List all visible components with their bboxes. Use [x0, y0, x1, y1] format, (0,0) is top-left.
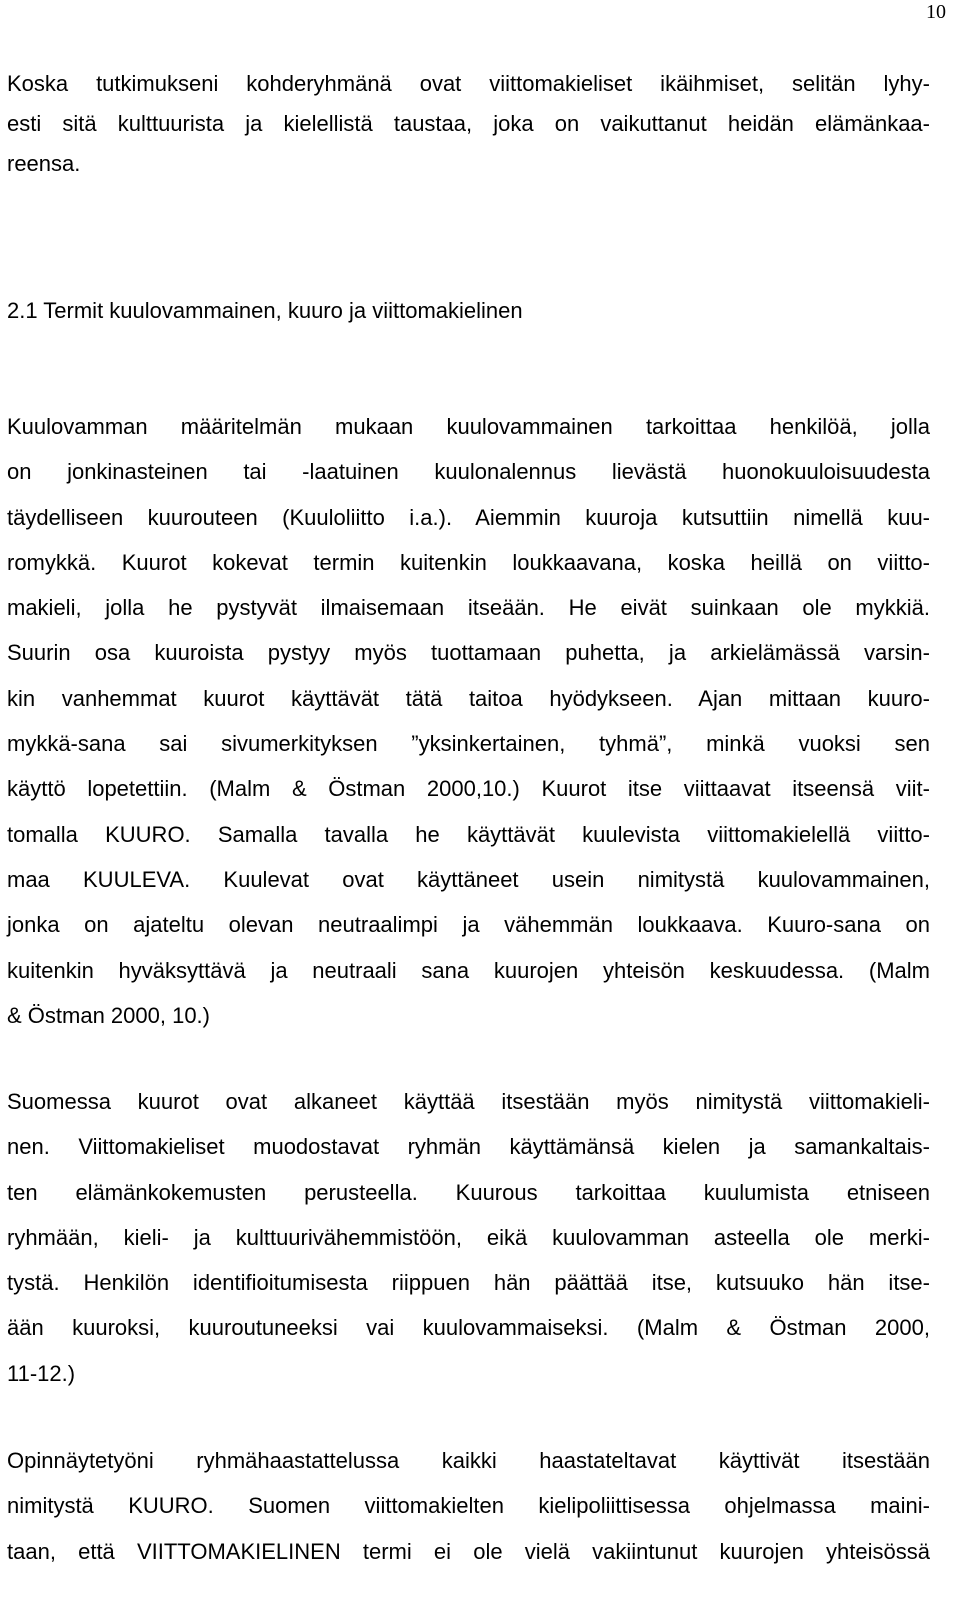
text-line: Koska tutkimukseni kohderyhmänä ovat viittomakieliset ikäihmiset, selitän lyhy-	[7, 71, 930, 96]
paragraph-opinnaytetyo	[7, 1438, 930, 1574]
section-heading: 2.1 Termit kuulovammainen, kuuro ja viittomakielinen	[7, 298, 523, 323]
text-line: ten elämänkokemusten perusteella. Kuurous tarkoittaa kuulumista etniseen	[7, 1179, 930, 1205]
text-line: taan, että VIITTOMAKIELINEN termi ei ole vielä vakiintunut kuurojen yhteisössä	[7, 1538, 930, 1564]
text-line: makieli, jolla he pystyvät ilmaisemaan itseään. He eivät suinkaan ole mykkiä.	[7, 595, 930, 621]
text-line: & Östman 2000, 10.)	[7, 1002, 210, 1028]
text-line: Suurin osa kuuroista pystyy myös tuottamaan puhetta, ja arkielämässä varsin-	[7, 640, 930, 666]
text-line: Opinnäytetyöni ryhmähaastattelussa kaikki haastateltavat käyttivät itsestään	[7, 1448, 930, 1473]
text-line: romykkä. Kuurot kokevat termin kuitenkin loukkaavana, koska heillä on viitto-	[7, 549, 930, 575]
text-line: on jonkinasteinen tai -laatuinen kuulonalennus lievästä huonokuuloisuudesta	[7, 459, 930, 485]
paragraph-terms	[7, 404, 930, 1038]
text-line: esti sitä kulttuurista ja kielellistä taustaa, joka on vaikuttanut heidän elämänkaa-	[7, 111, 930, 136]
text-line: Kuulovamman määritelmän mukaan kuulovammainen tarkoittaa henkilöä, jolla	[7, 414, 930, 439]
text-line: täydelliseen kuurouteen (Kuuloliitto i.a.). Aiemmin kuuroja kutsuttiin nimellä kuu-	[7, 504, 930, 530]
text-line: Suomessa kuurot ovat alkaneet käyttää itsestään myös nimitystä viittomakieli-	[7, 1089, 930, 1114]
text-line: nen. Viittomakieliset muodostavat ryhmän käyttämänsä kielen ja samankaltais-	[7, 1134, 930, 1160]
text-line: kuitenkin hyväksyttävä ja neutraali sana kuurojen yhteisön keskuudessa. (Malm	[7, 957, 930, 983]
page-number: 10	[926, 1, 946, 23]
paragraph-viittomakielinen	[7, 1079, 930, 1396]
text-line: mykkä-sana sai sivumerkityksen ”yksinkertainen, tyhmä”, minkä vuoksi sen	[7, 731, 930, 757]
text-line: ryhmään, kieli- ja kulttuurivähemmistöön, eikä kuulovamman asteella ole merki-	[7, 1224, 930, 1250]
text-line: tystä. Henkilön identifioitumisesta riippuen hän päättää itse, kutsuuko hän itse-	[7, 1270, 930, 1296]
text-line: tomalla KUURO. Samalla tavalla he käyttävät kuulevista viittomakielellä viitto-	[7, 821, 930, 847]
text-line: jonka on ajateltu olevan neutraalimpi ja vähemmän loukkaava. Kuuro-sana on	[7, 912, 930, 938]
text-line: nimitystä KUURO. Suomen viittomakielten kielipoliittisessa ohjelmassa maini-	[7, 1493, 930, 1519]
text-line: maa KUULEVA. Kuulevat ovat käyttäneet usein nimitystä kuulovammainen,	[7, 866, 930, 892]
text-line: käyttö lopetettiin. (Malm & Östman 2000,10.) Kuurot itse viittaavat itseensä viit-	[7, 776, 930, 802]
text-line: ään kuuroksi, kuuroutuneeksi vai kuulovammaiseksi. (Malm & Östman 2000,	[7, 1315, 930, 1341]
text-line: 11-12.)	[7, 1360, 76, 1386]
text-line: kin vanhemmat kuurot käyttävät tätä taitoa hyödykseen. Ajan mittaan kuuro-	[7, 685, 930, 711]
text-line: reensa.	[7, 151, 81, 176]
intro-paragraph	[7, 64, 930, 184]
